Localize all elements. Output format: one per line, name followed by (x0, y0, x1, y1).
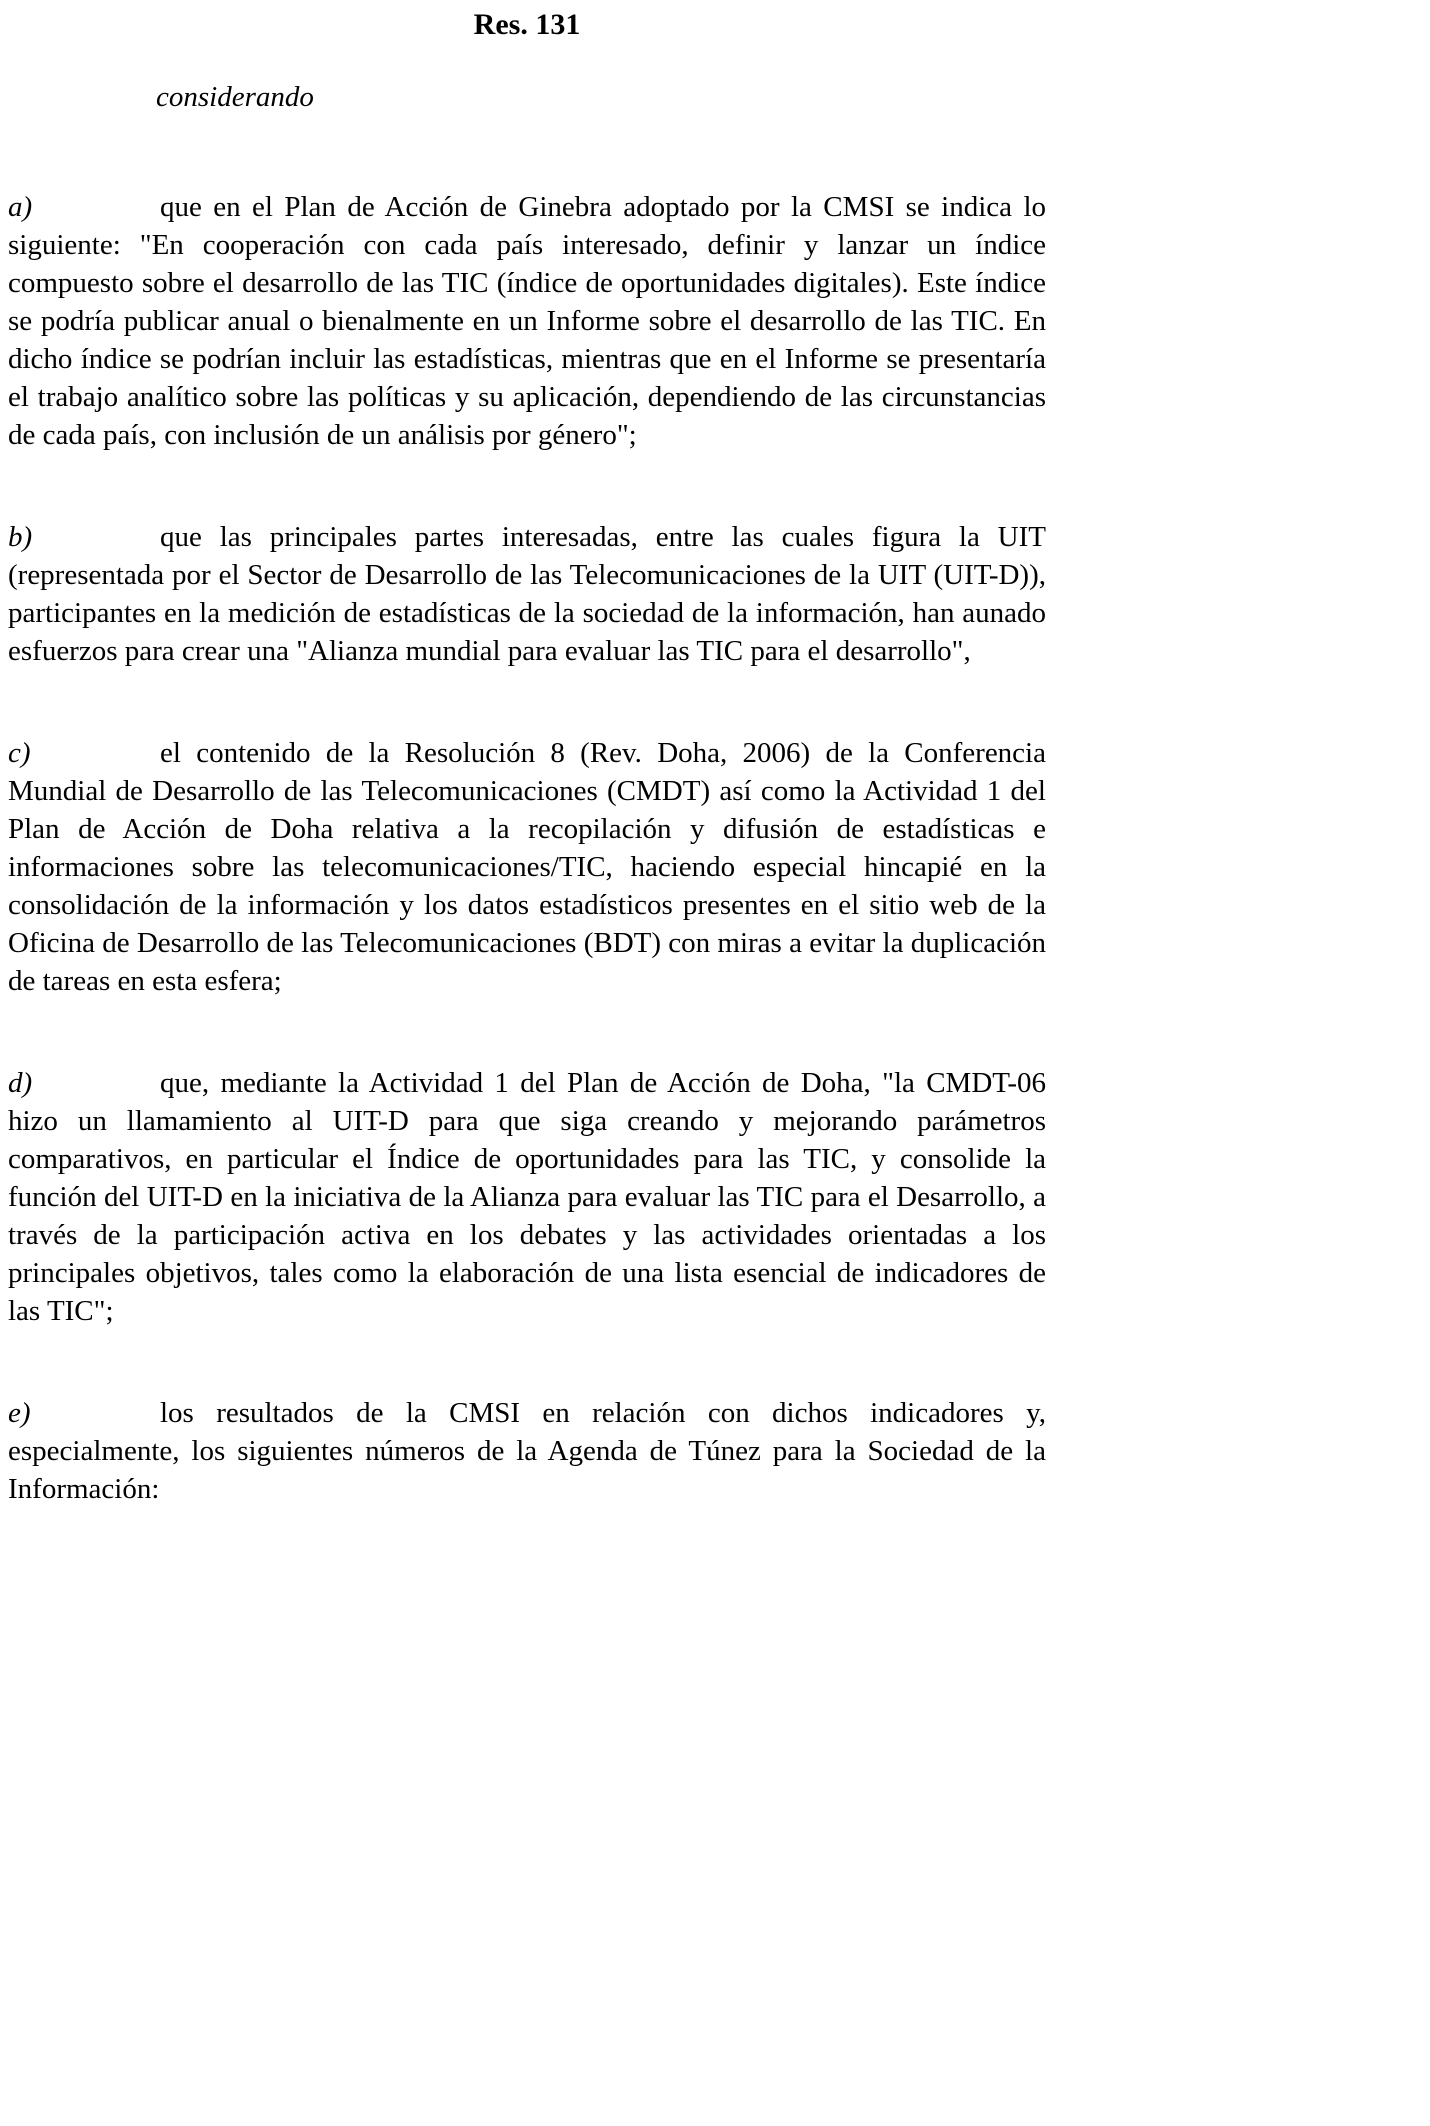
paragraph-d-text: que, mediante la Actividad 1 del Plan de Acción de Doha, "la CMDT-06 hizo un llamamiento al UIT-D para que siga creando y mejorando parámetros comparativos, en particular el Índice de oportunidades para las TIC, y consolide la función del UIT-D en la iniciativa de la Alianza para evaluar las TIC para el Desarrollo, a través de la participación activa en los debates y las actividades orientadas a los principales objetivos, tales como la elaboración de una lista esencial de indicadores de las TIC"; (8, 1067, 1046, 1327)
document-content (8, 6, 1046, 1508)
paragraph-a (8, 188, 1046, 454)
paragraph-d-label: d) (8, 1067, 33, 1099)
paragraph-e (8, 1394, 1046, 1508)
paragraph-e-text: los resultados de la CMSI en relación con dichos indicadores y, especialmente, los siguientes números de la Agenda de Túnez para la Sociedad de la Información: (8, 1397, 1046, 1505)
paragraph-b (8, 518, 1046, 670)
paragraph-b-text: que las principales partes interesadas, entre las cuales figura la UIT (representada por el Sector de Desarrollo de las Telecomunicaciones de la UIT (UIT-D)), participantes en la medición de estadísticas de la sociedad de la información, han aunado esfuerzos para crear una "Alianza mundial para evaluar las TIC para el desarrollo", (8, 521, 1046, 667)
paragraph-a-text: que en el Plan de Acción de Ginebra adoptado por la CMSI se indica lo siguiente: "En cooperación con cada país interesado, definir y lanzar un índice compuesto sobre el desarrollo de las TIC (índice de oportunidades digitales). Este índice se podría publicar anual o bienalmente en un Informe sobre el desarrollo de las TIC. En dicho índice se podrían incluir las estadísticas, mientras que en el Informe se presentaría el trabajo analítico sobre las políticas y su aplicación, dependiendo de las circunstancias de cada país, con inclusión de un análisis por género"; (8, 191, 1046, 451)
document-title: Res. 131 (473, 8, 581, 41)
paragraph-a-label: a) (8, 191, 33, 223)
paragraph-c-label: c) (8, 737, 31, 769)
paragraph-c (8, 734, 1046, 1000)
paragraph-c-text: el contenido de la Resolución 8 (Rev. Doha, 2006) de la Conferencia Mundial de Desarrollo de las Telecomunicaciones (CMDT) así como la Actividad 1 del Plan de Acción de Doha relativa a la recopilación y difusión de estadísticas e informaciones sobre las telecomunicaciones/TIC, haciendo especial hincapié en la consolidación de la información y los datos estadísticos presentes en el sitio web de la Oficina de Desarrollo de las Telecomunicaciones (BDT) con miras a evitar la duplicación de tareas en esta esfera; (8, 737, 1046, 997)
paragraph-e-label: e) (8, 1397, 31, 1429)
section-heading-considerando: considerando (156, 81, 314, 113)
paragraph-d (8, 1064, 1046, 1330)
paragraph-b-label: b) (8, 521, 33, 553)
